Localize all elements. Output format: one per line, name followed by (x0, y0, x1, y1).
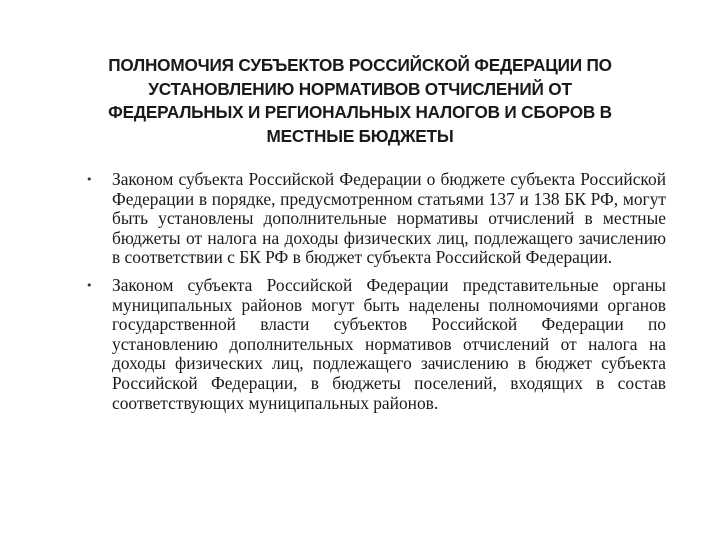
title-line: ПОЛНОМОЧИЯ СУБЪЕКТОВ РОССИЙСКОЙ ФЕДЕРАЦИИ ПО (108, 55, 612, 75)
slide-title (40, 54, 680, 148)
title-line: ФЕДЕРАЛЬНЫХ И РЕГИОНАЛЬНЫХ НАЛОГОВ И СБОРОВ В (108, 102, 612, 122)
bullet-text: Законом субъекта Российской Федерации о бюджете субъекта Российской Федерации в порядке, предусмотренном статьями 137 и 138 БК РФ, могут быть установлены дополнительные нормативы отчислений в местные бюджеты от налога на доходы физических лиц, подлежащего зачислению в соответствии с БК РФ в бюджет субъекта Российской Федерации. (112, 169, 666, 268)
bullet-marker-icon: • (86, 278, 93, 292)
bullet-item (84, 276, 666, 413)
title-line: УСТАНОВЛЕНИЮ НОРМАТИВОВ ОТЧИСЛЕНИЙ ОТ (148, 78, 572, 99)
bullet-text: Законом субъекта Российской Федерации представительные органы муниципальных районов могут быть наделены полномочиями органов государственной власти субъектов Российской Федерации по установлению дополнительных нормативов отчислений от налога на доходы физических лиц, подлежащего зачислению в бюджет субъекта Российской Федерации, в бюджеты поселений, входящих в состав соответствующих муниципальных районов. (112, 274, 666, 413)
title-line: МЕСТНЫЕ БЮДЖЕТЫ (266, 125, 454, 146)
bullet-list (84, 170, 666, 421)
bullet-marker-icon: • (86, 173, 93, 186)
bullet-item (84, 170, 666, 268)
